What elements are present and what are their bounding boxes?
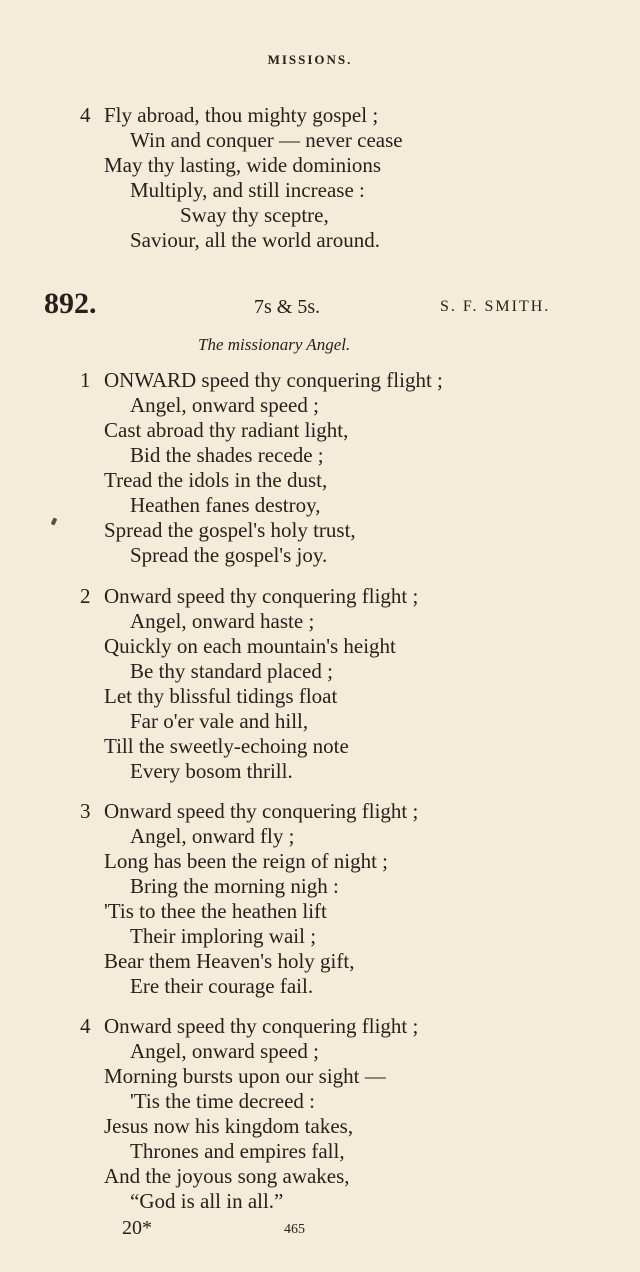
verse-line: Every bosom thrill.: [130, 759, 293, 783]
hymn-number: 892.: [44, 287, 97, 320]
ink-mark: [51, 517, 58, 525]
verse-line: Far o'er vale and hill,: [130, 709, 309, 733]
verse-line: Jesus now his kingdom takes,: [104, 1114, 354, 1138]
prev-stanza-number: 4: [80, 103, 91, 127]
verse-line: Saviour, all the world around.: [130, 228, 380, 252]
verse-line: Quickly on each mountain's height: [104, 634, 396, 658]
stanza-number: 1: [80, 368, 91, 392]
stanza-number: 2: [80, 584, 91, 608]
verse-line: Be thy standard placed ;: [130, 659, 333, 683]
verse-line: Tread the idols in the dust,: [104, 468, 328, 492]
verse-line: Ere their courage fail.: [130, 974, 314, 998]
verse-line: Onward speed thy conquering flight ;: [104, 799, 419, 823]
verse-line: ONWARD speed thy conquering flight ;: [104, 368, 443, 392]
verse-line: Spread the gospel's joy.: [130, 543, 328, 567]
hymn-meter: 7s & 5s.: [254, 296, 321, 318]
verse-line: Long has been the reign of night ;: [104, 849, 389, 873]
running-header: MISSIONS.: [267, 52, 353, 67]
verse-line: 'Tis to thee the heathen lift: [104, 899, 327, 923]
verse-line: Heathen fanes destroy,: [130, 493, 321, 517]
verse-line: And the joyous song awakes,: [104, 1164, 350, 1188]
verse-line: Till the sweetly-echoing note: [104, 734, 349, 758]
verse-line: Spread the gospel's holy trust,: [104, 518, 356, 542]
verse-line: Bear them Heaven's holy gift,: [104, 949, 355, 973]
verse-line: 'Tis the time decreed :: [130, 1089, 315, 1113]
page-number: 465: [284, 1222, 305, 1237]
verse-line: Fly abroad, thou mighty gospel ;: [104, 103, 379, 127]
verse-line: Morning bursts upon our sight —: [104, 1064, 386, 1088]
verse-line: Onward speed thy conquering flight ;: [104, 1014, 419, 1038]
verse-line: Thrones and empires fall,: [130, 1139, 345, 1163]
verse-line: Their imploring wail ;: [130, 924, 317, 948]
stanza-number: 3: [80, 799, 91, 823]
verse-line: Let thy blissful tidings float: [104, 684, 338, 708]
verse-line: Bid the shades recede ;: [130, 443, 324, 467]
verse-line: Angel, onward fly ;: [130, 824, 295, 848]
verse-line: Angel, onward speed ;: [130, 1039, 319, 1063]
verse-line: Angel, onward haste ;: [130, 609, 315, 633]
verse-line: Multiply, and still increase :: [130, 178, 365, 202]
verse-line: “God is all in all.”: [130, 1189, 284, 1213]
verse-line: Sway thy sceptre,: [180, 203, 329, 227]
verse-line: Onward speed thy conquering flight ;: [104, 584, 419, 608]
verse-line: Bring the morning nigh :: [130, 874, 339, 898]
verse-line: Cast abroad thy radiant light,: [104, 418, 349, 442]
stanza-number: 4: [80, 1014, 91, 1038]
verse-line: May thy lasting, wide dominions: [104, 153, 382, 177]
signature-mark: 20*: [122, 1217, 152, 1239]
hymn-author: S. F. SMITH.: [440, 298, 551, 315]
hymn-subtitle: The missionary Angel.: [198, 335, 351, 354]
verse-line: Win and conquer — never cease: [130, 128, 403, 152]
verse-line: Angel, onward speed ;: [130, 393, 319, 417]
